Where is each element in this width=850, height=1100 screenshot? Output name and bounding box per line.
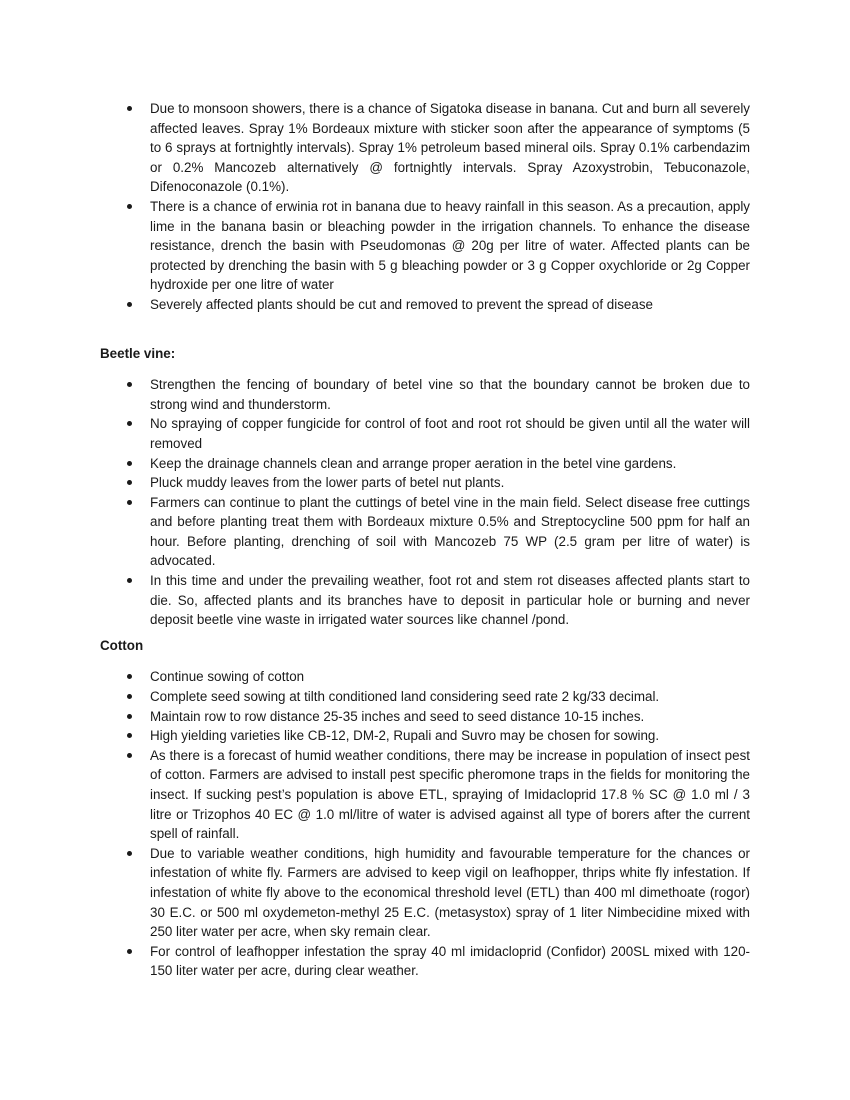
list-item: Continue sowing of cotton: [100, 667, 750, 687]
list-item: Severely affected plants should be cut and removed to prevent the spread of disease: [100, 295, 750, 315]
list-item: Maintain row to row distance 25-35 inches and seed to seed distance 10-15 inches.: [100, 707, 750, 727]
list-item: Pluck muddy leaves from the lower parts of betel nut plants.: [100, 473, 750, 493]
list-item: No spraying of copper fungicide for control of foot and root rot should be given until all the water will removed: [100, 414, 750, 453]
list-item: High yielding varieties like CB-12, DM-2, Rupali and Suvro may be chosen for sowing.: [100, 726, 750, 746]
list-item: For control of leafhopper infestation the spray 40 ml imidacloprid (Confidor) 200SL mixed with 120-150 liter water per acre, during clear weather.: [100, 942, 750, 981]
list-item: As there is a forecast of humid weather conditions, there may be increase in population of insect pest of cotton. Farmers are advised to install pest specific pheromone traps in the fields for monitoring the insect. If sucking pest’s population is above ETL, spraying of Imidacloprid 17.8 % SC @ 1.0 ml / 3 litre or Trizophos 40 EC @ 1.0 ml/litre of water is advised against all type of borers after the current spell of rainfall.: [100, 746, 750, 844]
list-item: Keep the drainage channels clean and arrange proper aeration in the betel vine gardens.: [100, 454, 750, 474]
list-item: Due to variable weather conditions, high humidity and favourable temperature for the chances or infestation of white fly. Farmers are advised to keep vigil on leafhopper, thrips white fly infestation. If infestation of white fly above to the economical threshold level (ETL) than 400 ml dimethoate (rogor) 30 E.C. or 500 ml oxydemeton-methyl 25 E.C. (metasystox) spray of 1 liter Nimbecidine mixed with 250 liter water per acre, when sky remain clear.: [100, 844, 750, 942]
beetle-vine-list: [100, 375, 750, 630]
list-item: Due to monsoon showers, there is a chance of Sigatoka disease in banana. Cut and burn all severely affected leaves. Spray 1% Bordeaux mixture with sticker soon after the appearance of symptoms (5 to 6 sprays at fortnightly intervals). Spray 1% petroleum based mineral oils. Spray 0.1% carbendazim or 0.2% Mancozeb alternatively @ fortnightly intervals. Spray Azoxystrobin, Tebuconazole, Difenoconazole (0.1%).: [100, 99, 750, 197]
cotton-list: [100, 667, 750, 981]
list-item: Complete seed sowing at tilth conditioned land considering seed rate 2 kg/33 decimal.: [100, 687, 750, 707]
section-heading-cotton: Cotton: [100, 637, 144, 653]
list-item: In this time and under the prevailing weather, foot rot and stem rot diseases affected plants start to die. So, affected plants and its branches have to deposit in particular hole or burning and never deposit beetle vine waste in irrigated water sources like channel /pond.: [100, 571, 750, 630]
banana-list: [100, 99, 750, 315]
list-item: Strengthen the fencing of boundary of betel vine so that the boundary cannot be broken due to strong wind and thunderstorm.: [100, 375, 750, 414]
list-item: Farmers can continue to plant the cuttings of betel vine in the main field. Select disease free cuttings and before planting treat them with Bordeaux mixture 0.5% and Streptocycline 500 ppm for half an hour. Before planting, drenching of soil with Mancozeb 75 WP (2.5 gram per litre of water) is advocated.: [100, 493, 750, 571]
list-item: There is a chance of erwinia rot in banana due to heavy rainfall in this season. As a precaution, apply lime in the banana basin or bleaching powder in the irrigation channels. To enhance the disease resistance, drench the basin with Pseudomonas @ 20g per litre of water. Affected plants can be protected by drenching the basin with 5 g bleaching powder or 3 g Copper oxychloride or 2g Copper hydroxide per one litre of water: [100, 197, 750, 295]
section-heading-beetle-vine: Beetle vine:: [100, 345, 176, 361]
